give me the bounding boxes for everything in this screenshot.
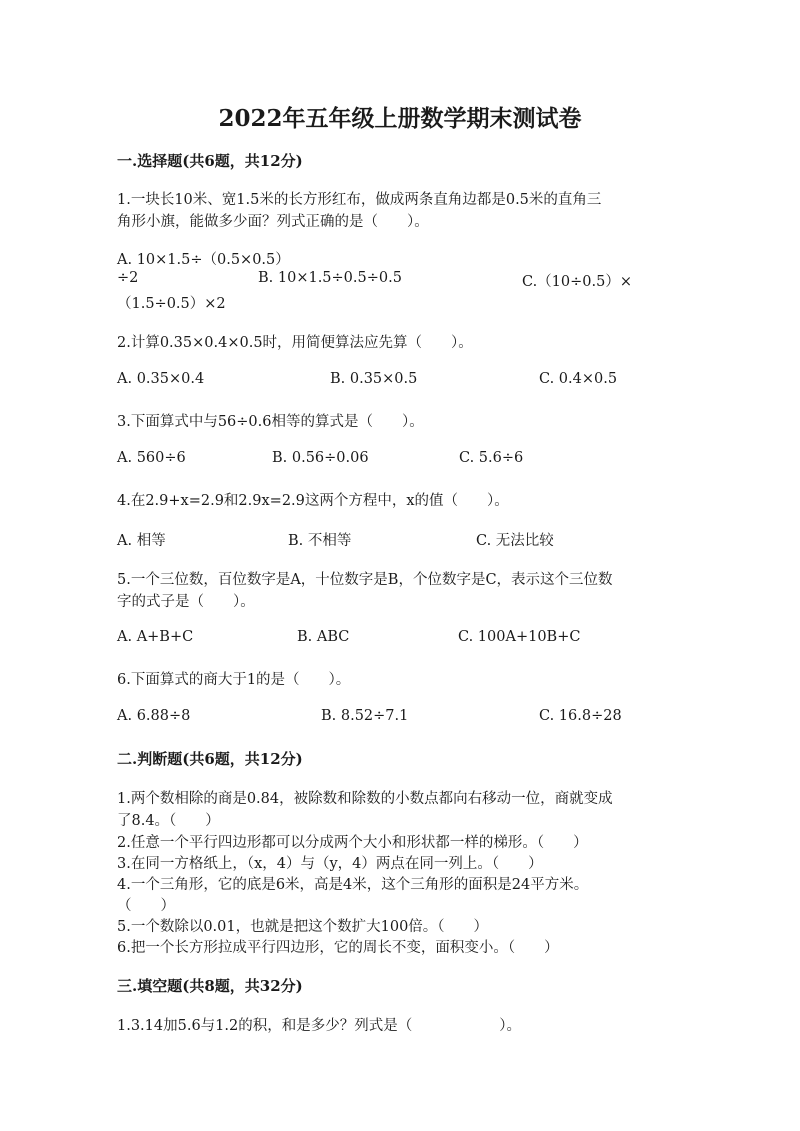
judge-4-line-2: （ ） [117,898,175,914]
section-heading-fill: 三.填空题(共8题，共32分) [117,977,303,995]
question-1-option-b: B. 10×1.5÷0.5÷0.5 [258,270,402,286]
judge-4-line-1: 4.一个三角形，它的底是6米，高是4米，这个三角形的面积是24平方米。 [117,877,589,893]
question-4-option-b: B. 不相等 [288,533,352,549]
question-1-option-a: A. 10×1.5÷（0.5×0.5） [117,252,290,268]
question-1-option-a-cont: ÷2 [117,270,139,286]
judge-1-line-1: 1.两个数相除的商是0.84，被除数和除数的小数点都向右移动一位，商就变成 [117,791,613,807]
question-5-option-a: A. A+B+C [117,629,194,645]
judge-2: 2.任意一个平行四边形都可以分成两个大小和形状都一样的梯形。（ ） [117,835,588,851]
question-1-option-c: C.（10÷0.5）× [522,274,632,290]
question-3-text: 3.下面算式中与56÷0.6相等的算式是（ ）。 [117,414,424,430]
question-5-line-1: 5.一个三位数，百位数字是A，十位数字是B，个位数字是C，表示这个三位数 [117,572,613,588]
fill-1: 1.3.14加5.6与1.2的积，和是多少？列式是（ ）。 [117,1018,521,1034]
question-2-option-b: B. 0.35×0.5 [330,371,418,387]
judge-1-line-2: 了8.4。（ ） [117,813,220,829]
judge-3: 3.在同一方格纸上，（x，4）与（y，4）两点在同一列上。（ ） [117,856,543,872]
judge-6: 6.把一个长方形拉成平行四边形，它的周长不变，面积变小。（ ） [117,940,559,956]
question-1-line-1: 1.一块长10米、宽1.5米的长方形红布，做成两条直角边都是0.5米的直角三 [117,192,602,208]
question-4-option-a: A. 相等 [117,533,166,549]
question-1-line-2: 角形小旗，能做多少面？列式正确的是（ ）。 [117,214,429,230]
question-1-option-c-cont: （1.5÷0.5）×2 [117,296,226,312]
question-6-option-c: C. 16.8÷28 [539,708,622,724]
question-5-option-c: C. 100A+10B+C [458,629,581,645]
question-6-option-a: A. 6.88÷8 [117,708,191,724]
section-heading-judge: 二.判断题(共6题，共12分) [117,750,303,768]
question-4-option-c: C. 无法比较 [476,533,554,549]
question-3-option-a: A. 560÷6 [117,450,186,466]
question-5-option-b: B. ABC [297,629,350,645]
question-2-option-a: A. 0.35×0.4 [117,371,205,387]
section-heading-choice: 一.选择题(共6题，共12分) [117,152,303,170]
question-2-option-c: C. 0.4×0.5 [539,371,618,387]
question-4-text: 4.在2.9+x=2.9和2.9x=2.9这两个方程中，x的值（ ）。 [117,493,509,509]
question-3-option-c: C. 5.6÷6 [459,450,524,466]
page-title: 2022年五年级上册数学期末测试卷 [218,105,582,132]
question-6-option-b: B. 8.52÷7.1 [321,708,409,724]
question-6-text: 6.下面算式的商大于1的是（ ）。 [117,672,351,688]
question-3-option-b: B. 0.56÷0.06 [272,450,369,466]
question-2-text: 2.计算0.35×0.4×0.5时，用简便算法应先算（ ）。 [117,335,473,351]
judge-5: 5.一个数除以0.01，也就是把这个数扩大100倍。（ ） [117,919,489,935]
question-5-line-2: 字的式子是（ ）。 [117,594,255,610]
